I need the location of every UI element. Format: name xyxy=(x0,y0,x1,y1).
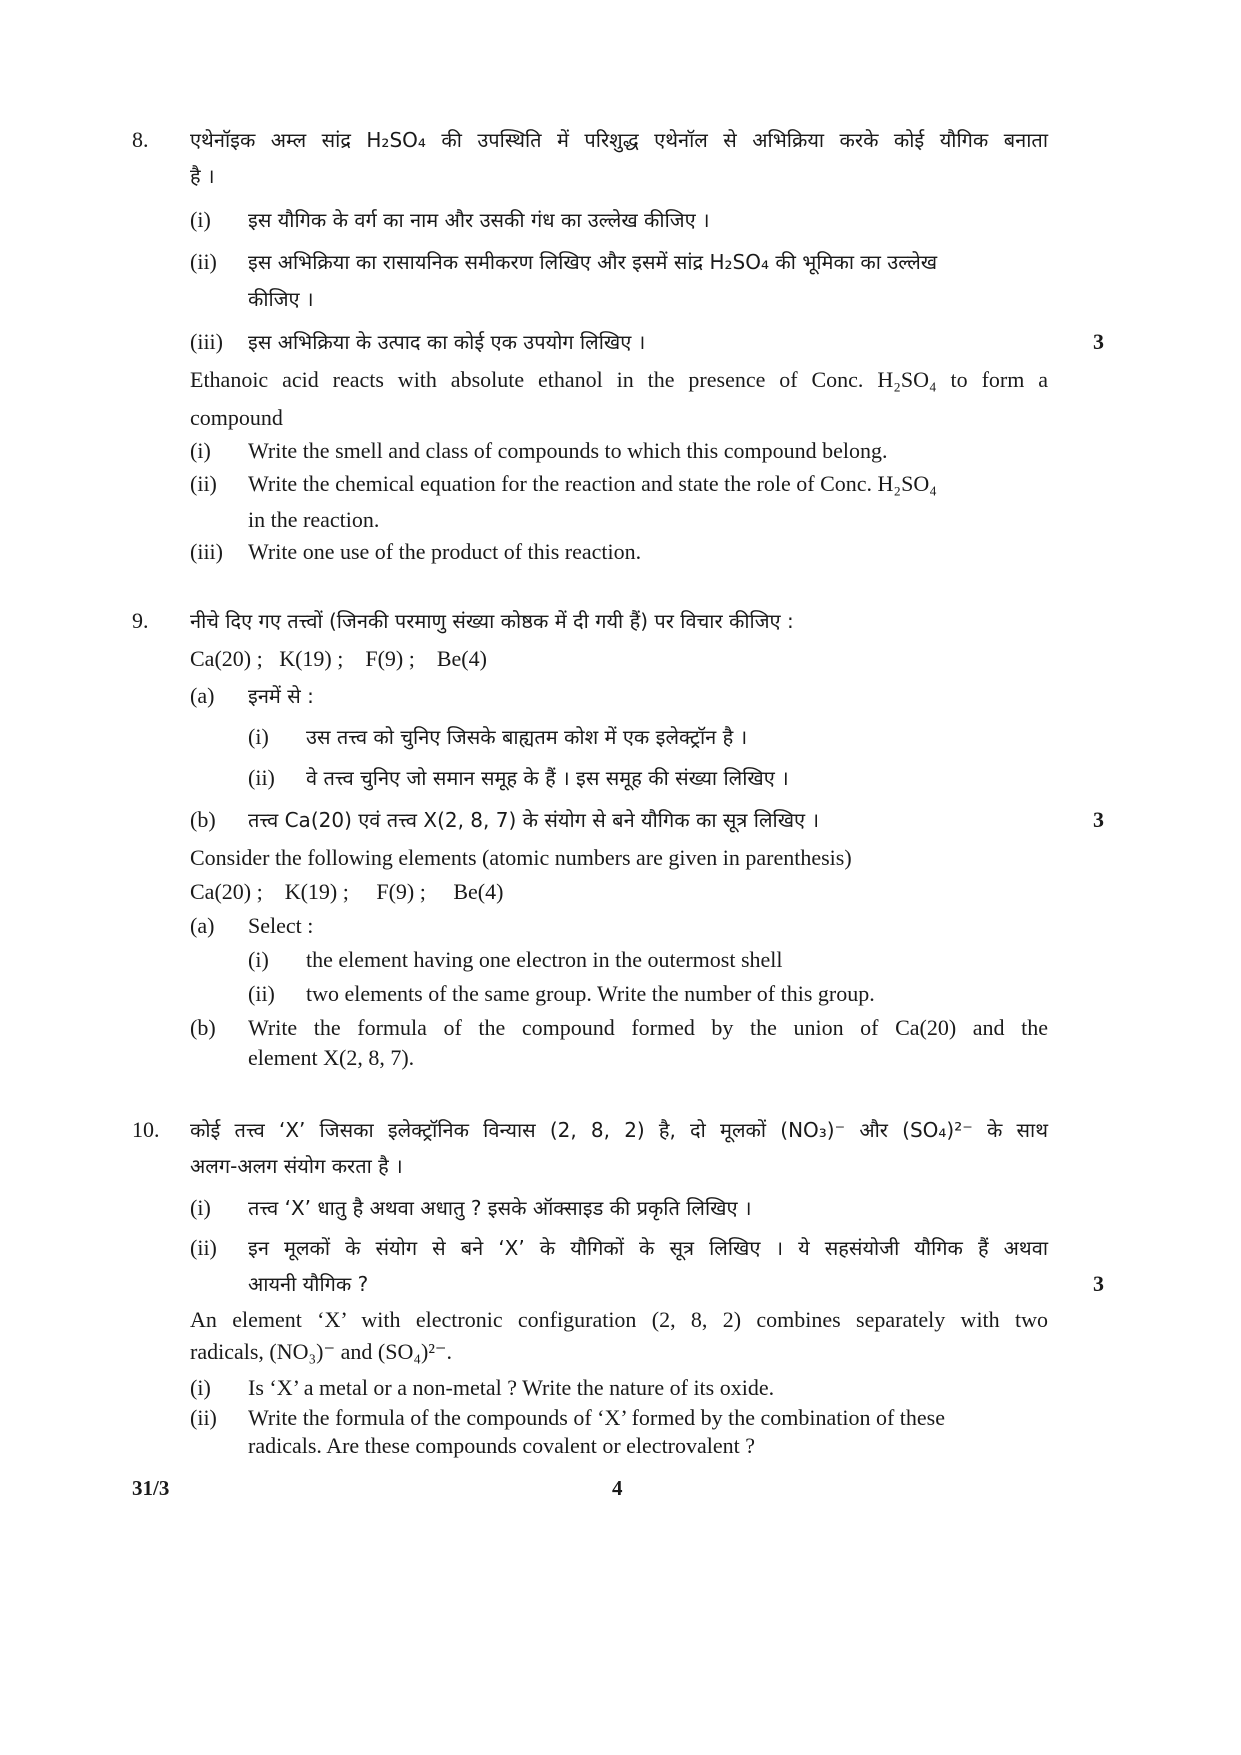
sub-label: (i) xyxy=(248,724,269,749)
marks: 3 xyxy=(1093,1271,1104,1296)
hindi-text: इन मूलकों के संयोग से बने ‘X’ के यौगिकों के सूत्र लिखिए । ये सहसंयोजी यौगिक हैं अथवा xyxy=(248,1236,1048,1260)
sub-label: (a) xyxy=(190,913,215,938)
english-text: the element having one electron in the outermost shell xyxy=(306,947,783,972)
sub-label: (b) xyxy=(190,1015,216,1040)
sub-label: (i) xyxy=(248,947,269,972)
english-text: two elements of the same group. Write the number of this group. xyxy=(306,981,875,1006)
question-number: 8. xyxy=(132,127,149,152)
question-number: 9. xyxy=(132,608,149,633)
paper-code: 31/3 xyxy=(132,1476,170,1500)
english-text: in the reaction. xyxy=(248,507,380,532)
sub-label: (ii) xyxy=(248,765,275,790)
english-text: Write the smell and class of compounds to which this compound belong. xyxy=(248,438,888,463)
english-text: Write the formula of the compound formed by the union of Ca(20) and the xyxy=(248,1015,1048,1040)
sub-label: (b) xyxy=(190,807,216,832)
english-text: radicals. Are these compounds covalent or electrovalent ? xyxy=(248,1433,756,1458)
hindi-text: उस तत्त्व को चुनिए जिसके बाह्यतम कोश में एक इलेक्ट्रॉन है । xyxy=(306,725,748,749)
english-text: radicals, (NO₃)⁻ and (SO₄)²⁻. xyxy=(190,1339,453,1364)
elements-list: Ca(20) ; K(19) ; F(9) ; Be(4) xyxy=(190,646,487,671)
hindi-text: इनमें से : xyxy=(248,684,314,708)
hindi-text: तत्त्व ‘X’ धातु है अथवा अधातु ? इसके ऑक्साइड की प्रकृति लिखिए । xyxy=(248,1196,752,1220)
hindi-text: इस यौगिक के वर्ग का नाम और उसकी गंध का उल्लेख कीजिए । xyxy=(248,208,710,232)
sub-label: (i) xyxy=(190,1195,211,1220)
question-number: 10. xyxy=(132,1117,160,1142)
english-text: Select : xyxy=(248,913,314,938)
english-text: Write the formula of the compounds of ‘X’ formed by the combination of these xyxy=(248,1405,946,1430)
hindi-text: इस अभिक्रिया के उत्पाद का कोई एक उपयोग लिखिए । xyxy=(248,330,646,354)
hindi-text: वे तत्त्व चुनिए जो समान समूह के हैं । इस समूह की संख्या लिखिए । xyxy=(306,766,789,790)
hindi-text: नीचे दिए गए तत्त्वों (जिनकी परमाणु संख्या कोष्ठक में दी गयी हैं) पर विचार कीजिए : xyxy=(190,609,794,633)
hindi-text: अलग-अलग संयोग करता है । xyxy=(190,1154,403,1178)
sub-label: (i) xyxy=(190,438,211,463)
english-text: Consider the following elements (atomic numbers are given in parenthesis) xyxy=(190,845,852,870)
elements-list: Ca(20) ; K(19) ; F(9) ; Be(4) xyxy=(190,879,504,904)
sub-label: (a) xyxy=(190,683,215,708)
english-text: An element ‘X’ with electronic configuration (2, 8, 2) combines separately with two xyxy=(190,1307,1048,1332)
page-number: 4 xyxy=(612,1476,623,1500)
english-text: Write one use of the product of this reaction. xyxy=(248,539,642,564)
english-text: Ethanoic acid reacts with absolute ethanol in the presence of Conc. H₂SO₄ to form a xyxy=(190,367,1048,392)
english-text: Is ‘X’ a metal or a non-metal ? Write the nature of its oxide. xyxy=(248,1375,775,1400)
hindi-text: है । xyxy=(190,164,215,188)
hindi-text: कोई तत्त्व ‘X’ जिसका इलेक्ट्रॉनिक विन्यास (2, 8, 2) है, दो मूलकों (NO₃)⁻ और (SO₄)²⁻ के साथ xyxy=(190,1118,1048,1142)
marks: 3 xyxy=(1093,807,1104,832)
hindi-text: तत्त्व Ca(20) एवं तत्त्व X(2, 8, 7) के संयोग से बने यौगिक का सूत्र लिखिए । xyxy=(248,808,820,832)
sub-label: (ii) xyxy=(248,981,275,1006)
hindi-text: एथेनॉइक अम्ल सांद्र H₂SO₄ की उपस्थिति में परिशुद्ध एथेनॉल से अभिक्रिया करके कोई यौगिक बनाता xyxy=(190,128,1048,152)
sub-label: (iii) xyxy=(190,329,223,354)
hindi-text: कीजिए । xyxy=(248,287,314,311)
english-text: Write the chemical equation for the reaction and state the role of Conc. H₂SO₄ xyxy=(248,471,937,496)
sub-label: (ii) xyxy=(190,249,217,274)
english-text: compound xyxy=(190,405,283,430)
hindi-text: इस अभिक्रिया का रासायनिक समीकरण लिखिए और इसमें सांद्र H₂SO₄ की भूमिका का उल्लेख xyxy=(248,250,938,274)
english-text: element X(2, 8, 7). xyxy=(248,1045,415,1070)
sub-label: (ii) xyxy=(190,471,217,496)
marks: 3 xyxy=(1093,329,1104,354)
sub-label: (ii) xyxy=(190,1235,217,1260)
sub-label: (ii) xyxy=(190,1405,217,1430)
sub-label: (i) xyxy=(190,1375,211,1400)
hindi-text: आयनी यौगिक ? xyxy=(248,1272,369,1296)
sub-label: (i) xyxy=(190,207,211,232)
sub-label: (iii) xyxy=(190,539,223,564)
